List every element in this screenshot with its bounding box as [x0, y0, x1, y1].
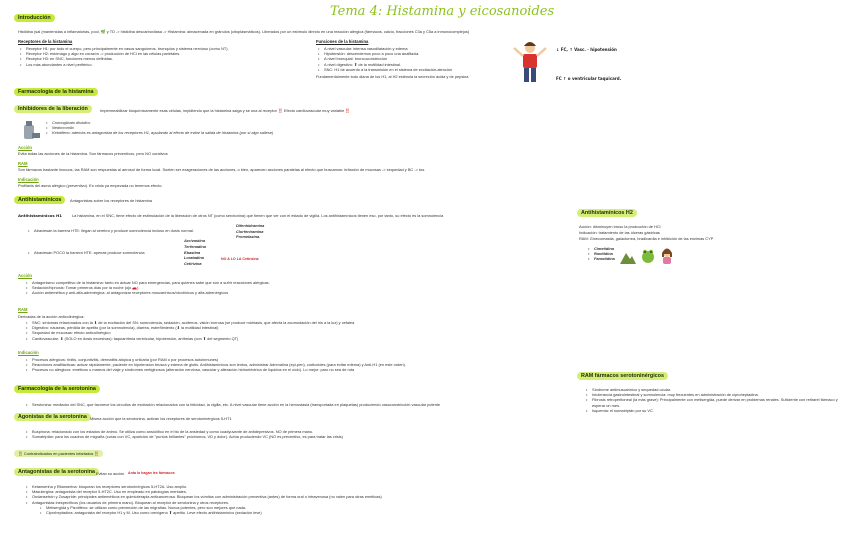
ah-accion-list	[24, 280, 270, 296]
drug-difenhidramina: Difenhidramina	[236, 223, 265, 228]
agon-desc: Misma acción que la serotonina, activan los receptores de serotoninérgicos 5-HT1	[90, 416, 232, 421]
receptors-list	[18, 46, 229, 67]
antih-desc: Antagonistas sobre los receptores de histamina	[70, 198, 152, 203]
h2-label: Antihistamínicos H2	[577, 209, 637, 217]
ah-ind-anafilacticas: • Reacciones anafilácticas: actuar rápidamente, paciente en hipotensión brusca y edema de glotis. Antihistamínicos son lentos, administrar Adrenalina (epi-pen), corticoides (para evitar edema) y Anti-H1 (en este orden).	[32, 362, 406, 367]
antag-ketanserina: • Ketanserina y Ritanserina: bloquean los receptores serotoninérgicos 5-HT2A. Uso amplio.	[32, 484, 382, 489]
function-vascular: • A nivel vascular: intensa vasodilatación y edema	[324, 46, 452, 51]
drug-cetirizina: Cetirizina	[184, 261, 202, 267]
gen2-drugs	[184, 238, 206, 267]
receptor-note: • Los más abundantes a nivel periférico.	[26, 62, 229, 67]
mountain-icon	[620, 250, 636, 264]
h2-ram: RAM: Ginecomastia, galactorrea, bradicardia e inhibición de las enzimas CYP	[579, 236, 714, 241]
drug-famotidina: • Famotidina	[594, 256, 615, 261]
h2-drugs	[586, 246, 615, 262]
sero-line: • Serotonina: mediador del SNC, que favorece los circuitos de excitación relacionados con la felicidad, la vigilia, etc. A nivel vascular tiene acción en la hemostasia (transportada en plaquetas) produciendo vasoconstricción vascular potente	[32, 402, 440, 407]
function-digestivo: • A nivel digestivo: ⬆ de la motilidad intestinal.	[324, 62, 452, 67]
functions-extra: Fundamentalmente todo diana de los H1, al H2 estimula la secreción ácida y de pepsina	[316, 74, 469, 79]
ah-ram-mucosas: • Sequedad de mucosas: efecto anticolinérgico	[32, 330, 354, 335]
gen2-list	[26, 250, 145, 255]
receptors-heading: Receptores de la histamina	[18, 39, 73, 44]
antag-ondansetron: • Ondansetrón y Zosapride: principales antieméticos en quimioterapia anticancerosa. Bloquean los vómitos con administración preventiva (antes) de forma oral o intravenosa (no valen para otras eméticas)	[32, 494, 382, 499]
frog-icon	[640, 248, 656, 264]
antag-label: Antagonistas de la serotonina	[14, 468, 99, 476]
antag-masulergina: • Masulergina: antagonista del receptor 5-HT2C. Uso en empleado en patologías mentales.	[32, 489, 382, 494]
h2-accion: Acción: disminuyen bruso la producción de HCl	[579, 224, 661, 229]
ah-ram-label: RAM	[18, 307, 28, 312]
ah-ind-alergicos: • Procesos alérgicos: rinitis, conjuntivitis, dermatitis atópica y urticaria (por RAM o por procesos autoinmunes)	[32, 357, 406, 362]
function-snc: • SNC: H1 de acuerdo a la transmisión en el sistema de excitación-atención	[324, 67, 452, 72]
gen2-note: NO A LO LA Cetirizina	[221, 257, 259, 261]
intro-line: Histidina (sal (mantenidas a inflamatorias, pool, 🌿 y TD -> histidina descarboxilasa -> Histamina: almacenada en gránulos (citoplasmáticos). Liberados por un estímulo directo en una reacción alérgica (fármacos, calcio, fracciones C3a y C5a a inmunocomplejos)	[18, 29, 470, 34]
drug-acrivastina: Acrivastina	[184, 238, 205, 243]
drug-prometazina: Prometazina.	[236, 234, 261, 240]
gen2-line: • Atraviesan POCO la barrera HTE: apenas produce somnolencia	[34, 250, 145, 255]
ah-ram-digestivo: • Digestivo: náuseas, pérdida de apetito (por la somnolencia), diarrea, estreñimiento (⬇ la motilidad intestinal)	[32, 325, 354, 330]
ah-ram-cardio: • Cardiovascular: ⬇ (SOLO en dosis excesivas): taquiarritmia ventricular, hipotensión, arritmias (con ⬆ del segmento QT)	[32, 336, 354, 341]
inhib-line: Impermeabilizar bioquímicamente esas células, impidiendo que la histamina salga y se una al receptor ‼️ Efecto cardiovascular muy variable ‼️	[100, 108, 351, 113]
sero-list	[24, 402, 440, 407]
gen1-drugs	[236, 223, 264, 240]
ah-accion-label: Acción	[18, 273, 32, 278]
antag-metisergida: • Metisergida y Pizotifeno: se utilizan como prevención de las migrañas. Nunca potentes, pero son mejores que nada.	[46, 505, 262, 510]
gen1-list	[26, 228, 194, 233]
ah-accion-1: • Antagonismo competitivo de la histamina: tanto en actuar NO para emergencias, para quienes sabe que son a sufrir reacciones alérgicas.	[32, 280, 270, 285]
fh-accion: Evita todas las acciones de la histamina. Son fármacos preventivos, pero NO curativos	[18, 151, 168, 156]
h2-ind: Indicación: tratamiento de las úlceras gástricas	[579, 230, 660, 235]
drug-nedocromilo: • Nedocromilo	[52, 125, 273, 130]
woman-icon	[660, 248, 674, 264]
antag-note: Anta lo hagan les fármacos	[128, 471, 175, 475]
antag-sub-list	[38, 505, 262, 515]
agon-buspirona: • Buspirona: relacionado con los estados de ánimo. Se utiliza como ansiolítico en el tto de la ansiedad y como coadyuvante de antidepresivos. NO de primera mano.	[32, 429, 343, 434]
antih-label: Antihistamínicos	[14, 196, 65, 204]
inhaler-icon	[20, 119, 42, 143]
receptor-h1: • Receptor H1: por todo el cuerpo, pero principalmente en vasos sanguíneos, bronquios y sistema nervioso (como NT).	[26, 46, 229, 51]
ah-ind-label: Indicación	[18, 350, 39, 355]
page-title: Tema 4: Histamina y eicosanoides	[330, 4, 555, 19]
antag-ciproheptadina: • Ciproheptadina: antagonista del receptor H1 y M. Uso como orexígeno ⬆ apetito. Leve efecto antihistamínico (sedación leve)	[46, 510, 262, 515]
ah-accion-3: • Acción antiemética y anti-alfa-adrenérgica: al antagonizar receptores muscarínicos/nicotínicos y alfa-adrenérgicos	[32, 290, 270, 295]
ah-ind-no-alergicos: • Procesos no alérgicos: eméticos o mareos del viaje y síndromes vertiginosos (alteración nerviosa, vascular y alteración hidroeléctrica de líquidos en el oído). Lo mejor: paro no sea de ruta	[32, 367, 406, 372]
sero-ram-2: • Intolerancia gastrointestinal y somnolencia: muy frecuentes en administración de ciproheptadina.	[592, 392, 840, 397]
ah-ram-list	[24, 320, 354, 341]
fh-ram-label: RAM	[18, 161, 28, 166]
antag-desc: Evitan su acción	[96, 471, 125, 476]
farm-hist-label: Farmacología de la histamina	[14, 88, 98, 96]
intro-section-label: Introducción	[14, 14, 55, 22]
sero-ram-3: • Fibrosis retroperitoneal (la más grave): Principalmente con metisergida, puede derivar en problemas renales. Suficiente con retirarel fármaco y esperar un mes.	[592, 397, 840, 407]
drug-ketotifeno: • Ketotifeno: además es antagonista de los receptores H1, ayudando al efecto de evitar la salida de histamina (por si algo saliese)	[52, 130, 273, 135]
function-hipotension: • Hipotensión: descendemos poco a poco una anafilaxia.	[324, 51, 452, 56]
agon-sumatriptan: • Sumatriptán: para los cuadros de migraña (curas con VC, aparición de "puntos brillantes" pródromos, VD y dolor). Actúa produciendo VC (NO es preventivo, es para tratar las crisis)	[32, 434, 343, 439]
ah-ram-snc: • SNC: síntomas relacionados con la ⬇ de la excitación del SN: somnolencia, sedación, acúfenos, visión borrosa (se produce midriasis, que afecta la acomodación del iris a la luz) y cefalea	[32, 320, 354, 325]
inhib-label: Inhibidores de la liberación	[14, 105, 92, 113]
agon-list	[24, 429, 343, 439]
fh-accion-label: Acción	[18, 145, 32, 150]
inhib-drugs	[44, 120, 273, 136]
ah-accion-2: • Sedación/hipnosis: Tomar primeros días por la noche (ojo 🚗)	[32, 285, 270, 290]
functions-list	[316, 46, 452, 72]
antag-list	[24, 484, 382, 505]
h1-line: La histamina, en el SNC, tiene efecto de estimulación de la liberación de otros NT (como serotonina) que tienen que ver con el estado de vigilia. Los antihistamínicos tienen eso, por tanto, su efecto es la somnolencia	[72, 213, 444, 218]
agon-label: Agonistas de la serotonina	[14, 413, 91, 421]
fh-ind-label: Indicación	[18, 177, 39, 182]
figure-note-1: ↓ FC, ↑ Vasc. · hipotensión	[556, 47, 617, 52]
gen1-line: • Atraviesan la barrera HTE: llegan al cerebro y produce somnolencia incluso en dosis normal.	[34, 228, 194, 233]
person-illustration	[510, 40, 550, 86]
fh-ram: Son fármacos bastante inocuos, las RAM son respuestas al aerosol de forma local. Suelen ser exageraciones de las acciones, o bien, aparecen acciones paralelas al efecto que buscamos: irritación de mucosas -> sequedad y BC -> tos.	[18, 167, 426, 172]
fh-ind: Profilaxis del asma alérgico (preventivo). En crisis ya empezada no tenemos efecto.	[18, 183, 163, 188]
h1-label: Antihistamínicos H1	[18, 213, 62, 218]
drug-loratadina: Loratadina	[184, 255, 204, 261]
function-bronquial: • A nivel bronquial: broncoconstricción	[324, 56, 452, 61]
sero-ram-4: • Isquemia: el sumatriptán por su VC.	[592, 408, 840, 413]
receptor-h2: • Receptor H2: estómago y algo en corazón -> producción de HCl en las células parietales.	[26, 51, 229, 56]
sero-label: Farmacología de la serotonina	[14, 385, 100, 393]
functions-heading: Funciones de la histamina	[316, 39, 369, 44]
sero-ram-1: • Síndrome antimuscarínico y sequedad ocular.	[592, 387, 840, 392]
drug-ebastina: Ebastina	[184, 249, 201, 255]
figure-note-2: FC ↑ o ventricular taquicard.	[556, 76, 622, 81]
drug-ranitidina: • Ranitidina	[594, 251, 615, 256]
receptor-h3: • Receptor H3: en SNC, funciones menos definidas.	[26, 56, 229, 61]
ah-ind-list	[24, 357, 406, 373]
drug-clorfeniramina: Clorfeniramina	[236, 228, 264, 234]
drug-terfenadina: Terfenadina	[184, 243, 206, 249]
ah-ram-intro: Derivadas de la acción anticolinérgica:	[18, 314, 85, 319]
sero-ram-list	[584, 387, 840, 413]
drug-cimetidina: • Cimetidina	[594, 246, 615, 251]
drug-cromoglicato: • Cromoglicato disódico	[52, 120, 273, 125]
sero-ram-label: RAM fármacos serotoninérgicos	[577, 372, 668, 380]
antag-inespecificos: • Antagonistas inespecíficos (los usuarios de primera mano). Bloquean al receptor de serotonina y otros receptores.	[32, 500, 382, 505]
contraindicated-note: ‼️ Contraindicados en pacientes infartados ‼️	[14, 450, 103, 457]
